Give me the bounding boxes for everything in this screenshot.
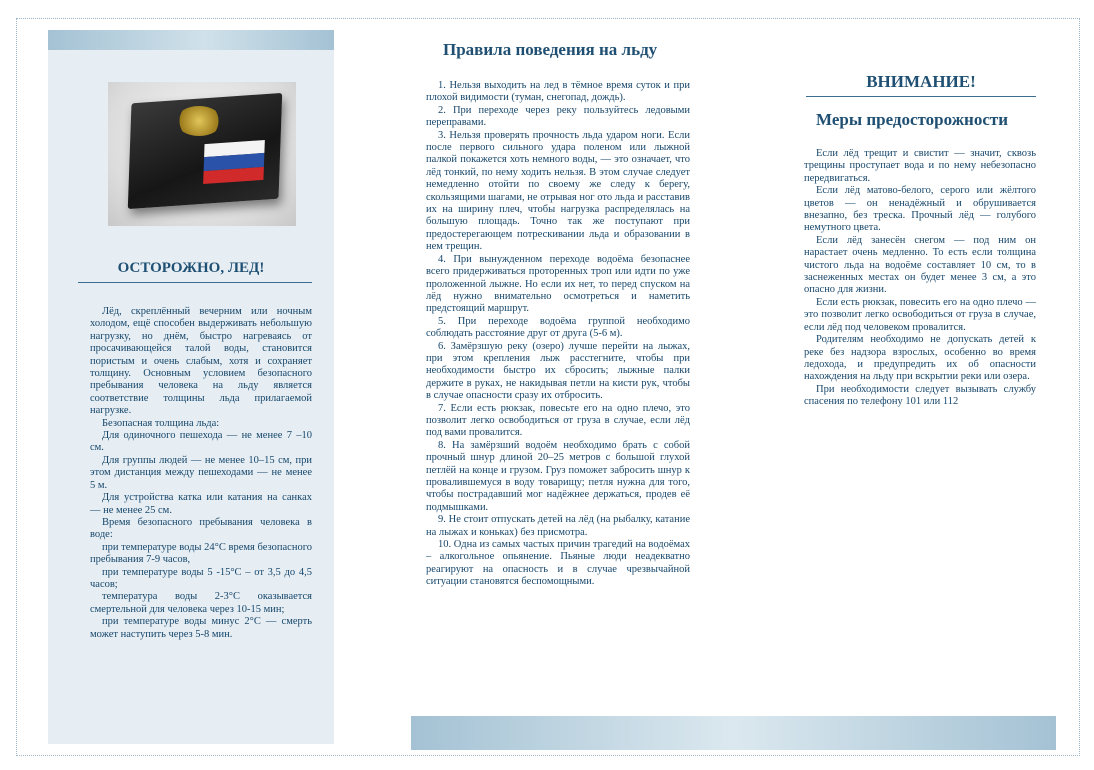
rule-paragraph: 9. Не стоит отпускать детей на лёд (на рыбалку, катание на лыжах и коньках) без присмотра. (426, 514, 690, 538)
left-panel (48, 30, 334, 744)
left-paragraph: Для группы людей — не менее 10–15 см, при этом дистанция между пешеходами — не менее 5 м. (90, 454, 312, 491)
rule-paragraph: 10. Одна из самых частых причин трагедий на водоёмах – алкогольное опьянение. Пьяные люди неадекватно реагируют на опасность и в случае чрезвычайной ситуации становятся беспомощными. (426, 539, 690, 588)
left-paragraph: Безопасная толщина льда: (102, 417, 220, 429)
right-subtitle: Меры предосторожности (816, 110, 1009, 129)
left-text (90, 306, 312, 641)
rule-paragraph: 8. На замёрзший водоём необходимо брать с собой прочный шнур длиной 20–25 метров с большой глухой петлёй на конце и грузом. Груз поможет забросить шнур к провалившемуся в воду товарищу; петля нужна для того, чтобы пострадавший мог надёжнее держаться, продев её подмышками. (426, 439, 690, 513)
rule-paragraph: 6. Замёрзшую реку (озеро) лучше перейти на лыжах, при этом крепления лыж расстегните, чтобы при необходимости быстро их сбросить; лыжные палки держите в руках, не накидывая петли на кисти рук, чтобы в случае опасности сразу их отбросить. (426, 340, 690, 402)
precaution-paragraph: Если лёд матово-белого, серого или жёлтого цветов — он ненадёжный и обрушивается внезапно, без треска. Прочный лёд — голубого немутного цвета. (804, 185, 1036, 234)
rule-paragraph: 1. Нельзя выходить на лед в тёмное время суток и при плохой видимости (туман, снегопад, дождь). (426, 80, 690, 104)
middle-text (426, 80, 690, 589)
russian-law-book-image (108, 82, 296, 226)
left-paragraph: при температуре воды минус 2°С — смерть может наступить через 5-8 мин. (90, 616, 312, 640)
left-paragraph: Для устройства катка или катания на санках — не менее 25 см. (90, 492, 312, 516)
rule-paragraph: 3. Нельзя проверять прочность льда ударом ноги. Если после первого сильного удара поленом или лыжной палкой покажется хоть немного воды, — это означает, что лёд тонкий, по нему ходить нельзя. В этом случае следует немедленно отойти по своему же следу к берегу, скользящими шагами, не отрывая ног ото льда и расставив их на ширину плеч, чтобы нагрузка распределялась на большую площадь. Точно так же поступают при предостерегающем потрескивании льда и образовании в нем трещин. (426, 129, 690, 253)
left-paragraph: Время безопасного пребывания человека в воде: (90, 516, 312, 541)
left-decor-bar (48, 30, 334, 50)
middle-title: Правила поведения на льду (443, 40, 658, 59)
left-paragraph: при температуре воды 5 -15°С – от 3,5 до 4,5 часов; (90, 566, 312, 590)
left-paragraph: температура воды 2-3°С оказывается смертельной для человека через 10-15 мин; (90, 591, 312, 615)
precaution-paragraph: Родителям необходимо не допускать детей к реке без надзора взрослых, особенно во время ледохода, и предупредить их об опасности нахождения на льду при вскрытии реки или озера. (804, 334, 1036, 383)
right-title: ВНИМАНИЕ! (866, 72, 976, 91)
left-paragraph: Лёд, скреплённый вечерним или ночным холодом, ещё способен выдерживать небольшую нагрузку, но днём, быстро нагреваясь от просачивающейся талой воды, становится пористым и очень слабым, хотя и сохраняет толщину. Основным условием безопасного пребывания человека на льду является соответствие толщины льда прилагаемой нагрузке. (90, 306, 312, 417)
rule-paragraph: 7. Если есть рюкзак, повесьте его на одно плечо, это позволит легко освободиться от груза в случае, если лёд под вами провалится. (426, 402, 690, 439)
right-divider (806, 96, 1036, 97)
precaution-paragraph: Если есть рюкзак, повесить его на одно плечо — это позволит легко освободиться от груза в случае, если лёд под человеком провалится. (804, 296, 1036, 333)
left-paragraph: Для одиночного пешехода — не менее 7 –10 см. (90, 430, 312, 454)
precaution-paragraph: Если лёд занесён снегом — под ним он нарастает очень медленно. То есть если толщина чистого льда на водоёме составляет 10 см, то в заснеженных местах он будет менее 3 см, а это опасно для жизни. (804, 234, 1036, 296)
rule-paragraph: 4. При вынужденном переходе водоёма безопаснее всего придерживаться проторенных троп или идти по уже проложенной лыжне. Но если их нет, то перед спуском на лёд нужно внимательно осмотреться и наметить предстоящий маршрут. (426, 253, 690, 315)
rule-paragraph: 5. При переходе водоёма группой необходимо соблюдать расстояние друг от друга (5-6 м). (426, 315, 690, 340)
left-paragraph: при температуре воды 24°С время безопасного пребывания 7-9 часов, (90, 541, 312, 566)
right-text (804, 148, 1036, 409)
rule-paragraph: 2. При переходе через реку пользуйтесь ледовыми переправами. (426, 104, 690, 129)
left-divider (78, 282, 312, 283)
bottom-decor-bar (411, 716, 1056, 750)
precaution-paragraph: Если лёд трещит и свистит — значит, сквозь трещины проступает вода и по нему небезопасно передвигаться. (804, 148, 1036, 184)
precaution-paragraph: При необходимости следует вызывать службу спасения по телефону 101 или 112 (804, 383, 1036, 408)
left-title: ОСТОРОЖНО, ЛЕД! (117, 260, 265, 276)
